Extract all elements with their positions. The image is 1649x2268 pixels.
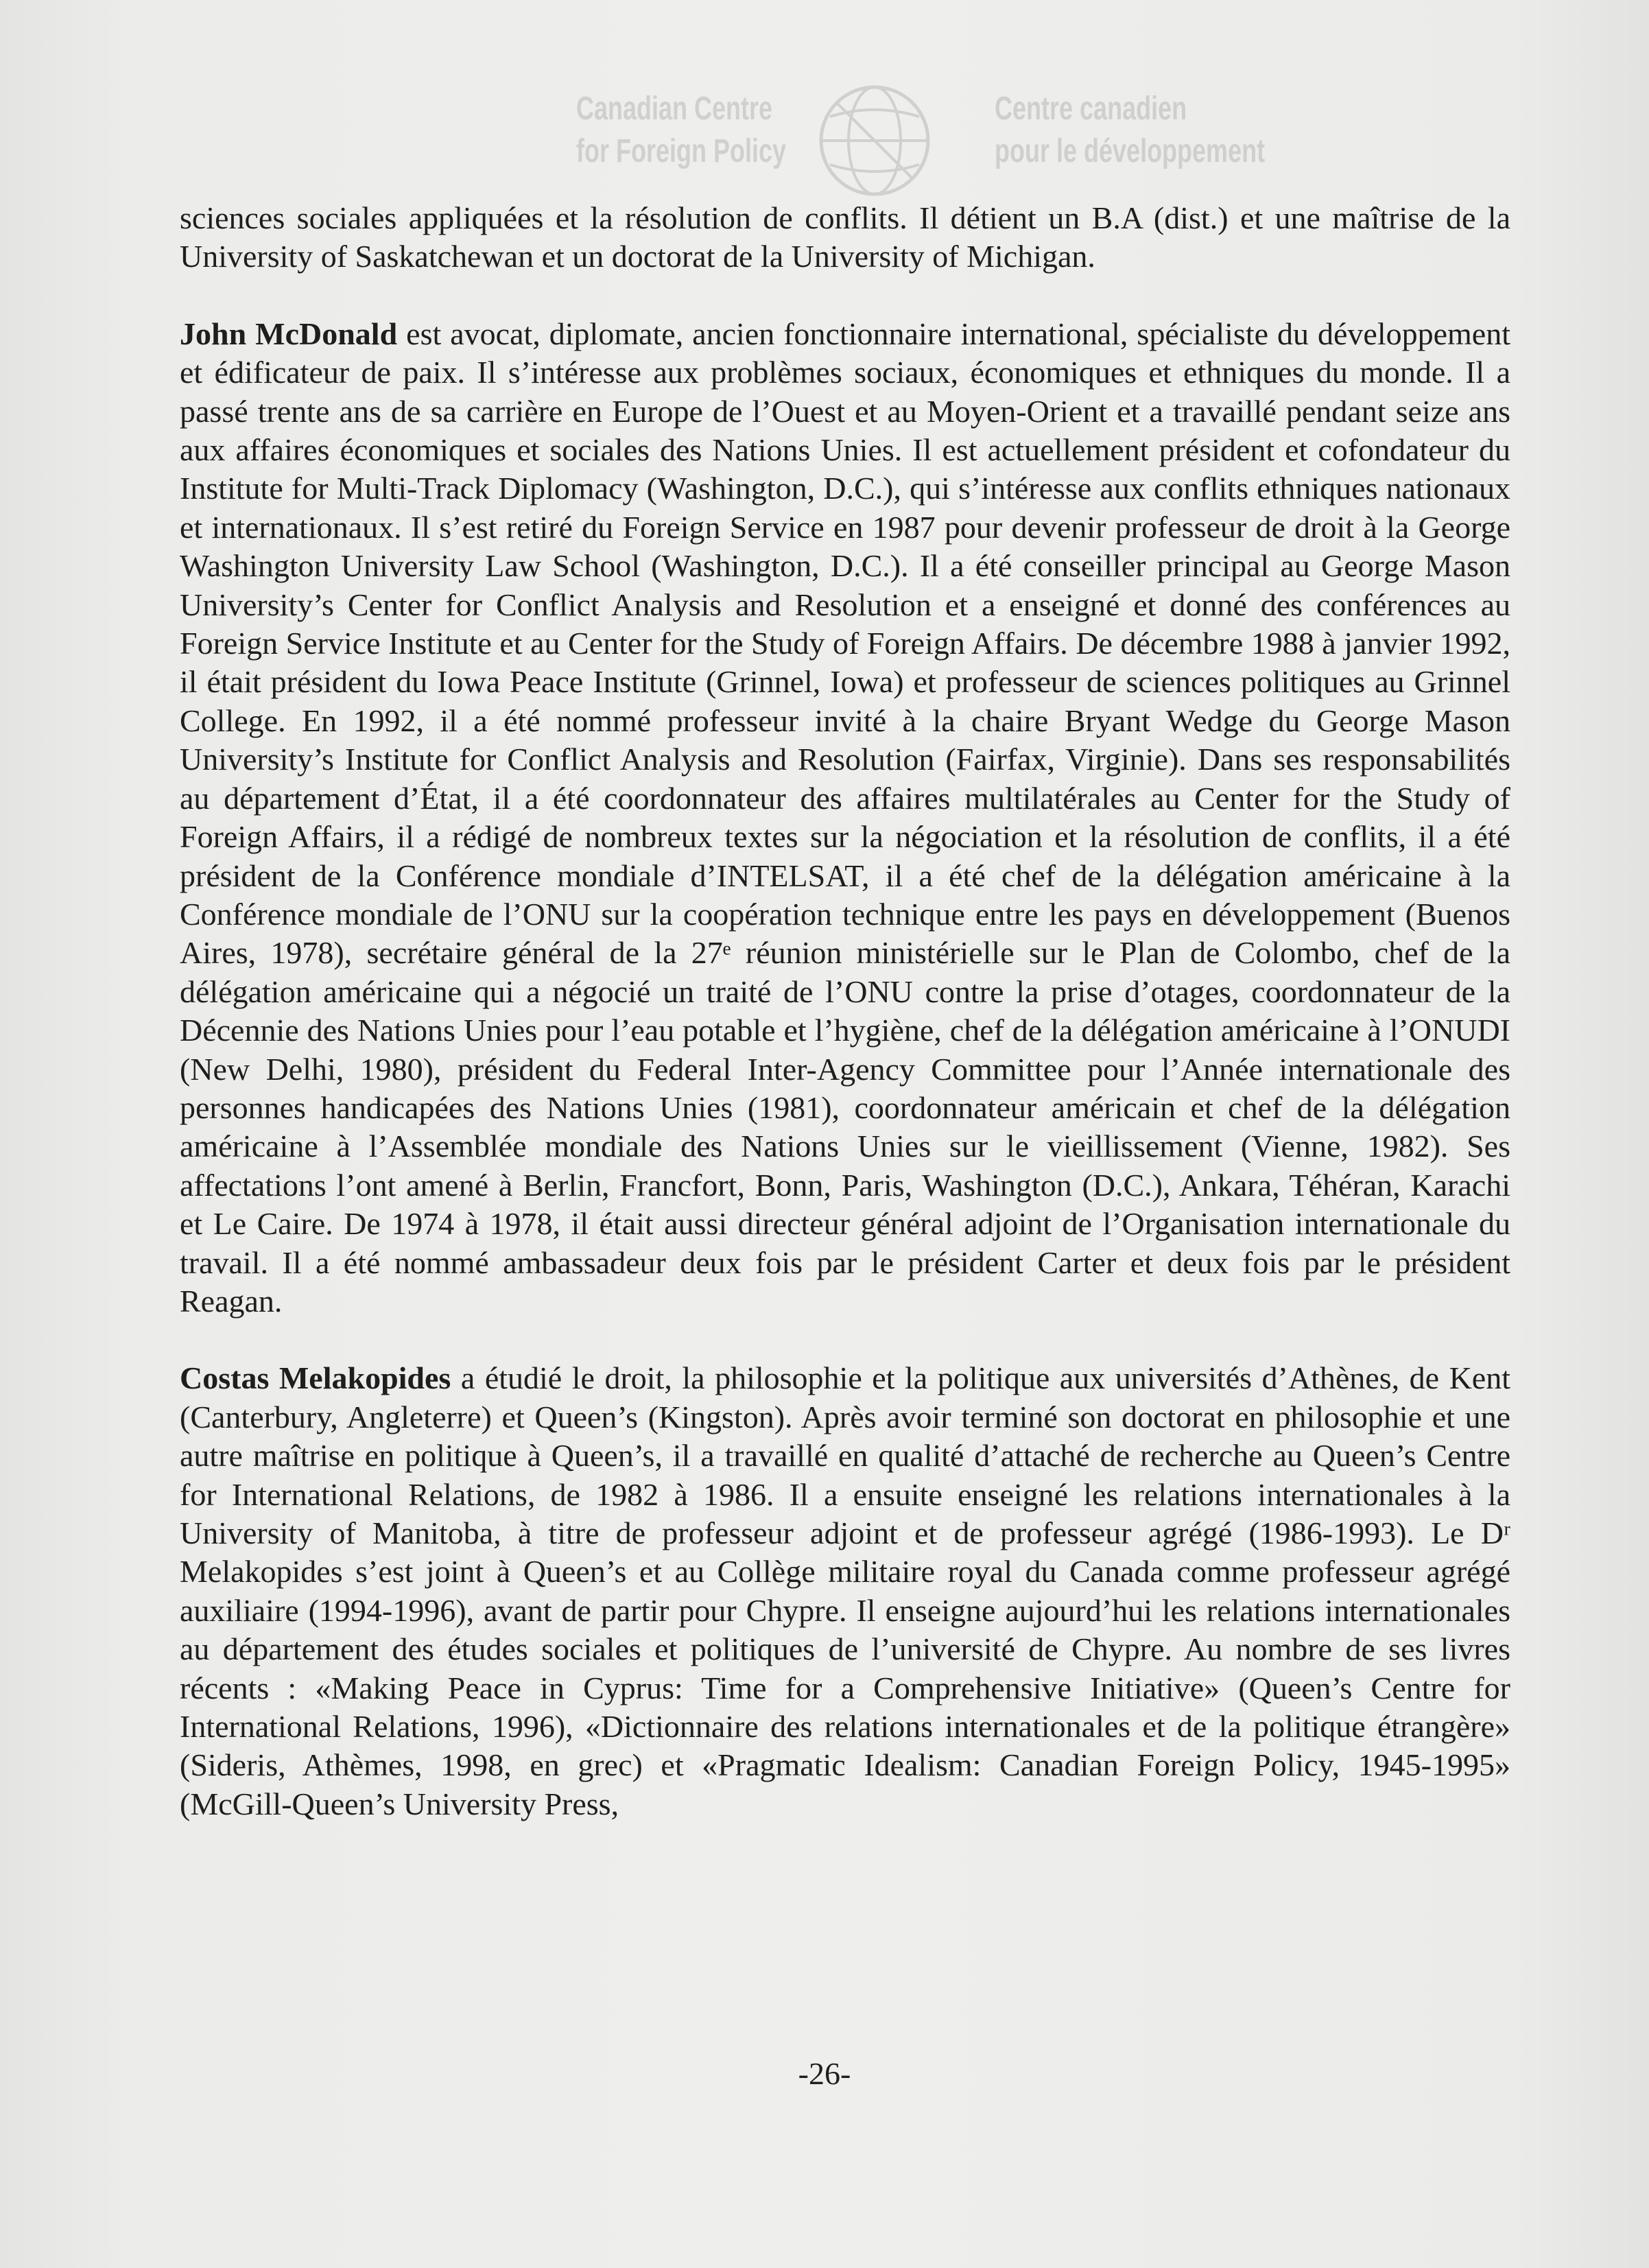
letterhead-french xyxy=(995,88,1265,173)
letterhead-french-line2: pour le développement xyxy=(995,133,1266,169)
bio-paragraph-continued xyxy=(180,199,1510,276)
person-name: Costas Melakopides xyxy=(180,1360,451,1396)
paragraph-text: sciences sociales appliquées et la résolution de conflits. Il détient un B.A (dist.) et une maîtrise de la University of Saskatchewan et un doctorat de la University of Michigan. xyxy=(180,200,1510,274)
letterhead-watermark xyxy=(549,82,1266,192)
paragraph-text: est avocat, diplomate, ancien fonctionnaire international, spécialiste du développement et édificateur de paix. Il s’intéresse aux problèmes sociaux, économiques et ethniques du monde. Il a passé trente ans de sa carrière en Europe de l’Ouest et au Moyen-Orient et a travaillé pendant seize ans aux affaires économiques et sociales des Nations Unies. Il est actuellement président et cofondateur du Institute for Multi-Track Diplomacy (Washington, D.C.), qui s’intéresse aux conflits ethniques nationaux et internationaux. Il s’est retiré du Foreign Service en 1987 pour devenir professeur de droit à la George Washington University Law School (Washington, D.C.). Il a été conseiller principal au George Mason University’s Center for Conflict Analysis and Resolution et a enseigné et donné des conférences au Foreign Service Institute et au Center for the Study of Foreign Affairs. De décembre 1988 à janvier 1992, il était président du Iowa Peace Institute (Grinnel, Iowa) et professeur de sciences politiques au Grinnel College. En 1992, il a été nommé professeur invité à la chaire Bryant Wedge du George Mason University’s Institute for Conflict Analysis and Resolution (Fairfax, Virginie). Dans ses responsabilités au département d’État, il a été coordonnateur des affaires multilatérales au Center for the Study of Foreign Affairs, il a rédigé de nombreux textes sur la négociation et la résolution de conflits, il a été président de la Conférence mondiale d’INTELSAT, il a été chef de la délégation américaine à la Conférence mondiale de l’ONU sur la coopération technique entre les pays en développement (Buenos Aires, 1978), secrétaire général de la 27ᵉ réunion ministérielle sur le Plan de Colombo, chef de la délégation américaine qui a négocié un traité de l’ONU contre la prise d’otages, coordonnateur de la Décennie des Nations Unies pour l’eau potable et l’hygiène, chef de la délégation américaine à l’ONUDI (New Delhi, 1980), président du Federal Inter-Agency Committee pour l’Année internationale des personnes handicapées des Nations Unies (1981), coordonnateur américain et chef de la délégation américaine à l’Assemblée mondiale des Nations Unies sur le vieillissement (Vienne, 1982). Ses affectations l’ont amené à Berlin, Francfort, Bonn, Paris, Washington (D.C.), Ankara, Téhéran, Karachi et Le Caire. De 1974 à 1978, il était aussi directeur général adjoint de l’Organisation internationale du travail. Il a été nommé ambassadeur deux fois par le président Carter et deux fois par le président Reagan. xyxy=(180,316,1511,1319)
letterhead-english xyxy=(576,88,786,173)
letterhead-english-line1: Canadian Centre xyxy=(576,91,773,127)
document-body xyxy=(180,199,1510,1823)
letterhead-english-line2: for Foreign Policy xyxy=(576,133,787,169)
paragraph-text: a étudié le droit, la philosophie et la politique aux universités d’Athènes, de Kent (Canterbury, Angleterre) et Queen’s (Kingston). Après avoir terminé son doctorat en philosophie et une autre maîtrise en politique à Queen’s, il a travaillé en qualité d’attaché de recherche au Queen’s Centre for International Relations, de 1982 à 1986. Il a ensuite enseigné les relations internationales à la University of Manitoba, à titre de professeur adjoint et de professeur agrégé (1986-1993). Le Dʳ Melakopides s’est joint à Queen’s et au Collège militaire royal du Canada comme professeur agrégé auxiliaire (1994-1996), avant de partir pour Chypre. Il enseigne aujourd’hui les relations internationales au département des études sociales et politiques de l’université de Chypre. Au nombre de ses livres récents : «Making Peace in Cyprus: Time for a Comprehensive Initiative» (Queen’s Centre for International Relations, 1996), «Dictionnaire des relations internationales et de la politique étrangère» (Sideris, Athèmes, 1998, en grec) et «Pragmatic Idealism: Canadian Foreign Policy, 1945-1995» (McGill-Queen’s University Press, xyxy=(180,1360,1511,1821)
person-name: John McDonald xyxy=(180,316,398,351)
bio-paragraph-mcdonald xyxy=(180,315,1510,1321)
bio-paragraph-melakopides xyxy=(180,1359,1510,1823)
globe-logo-icon xyxy=(816,82,933,199)
page-number: -26- xyxy=(798,2056,851,2091)
letterhead-french-line1: Centre canadien xyxy=(995,91,1187,127)
